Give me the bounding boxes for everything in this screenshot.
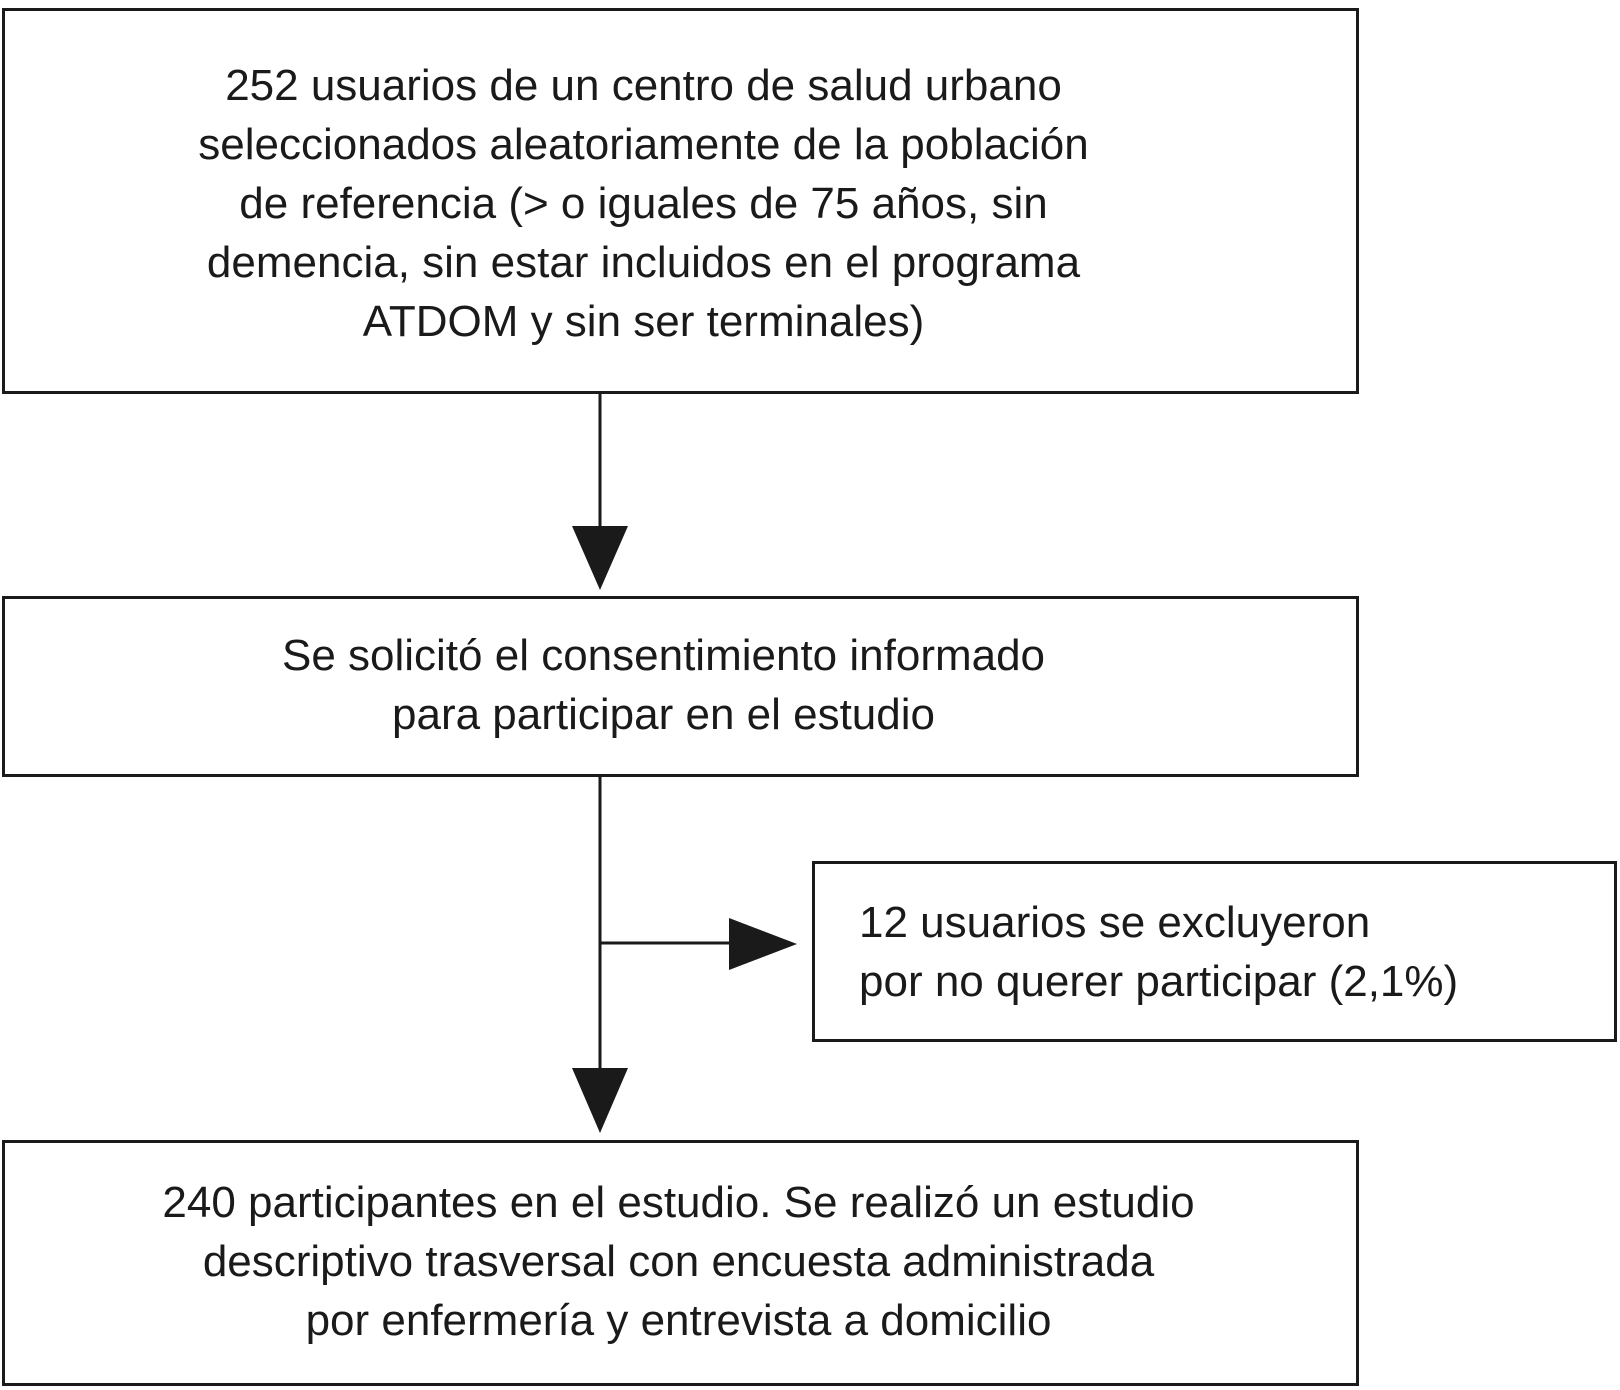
consent-box [2,596,1359,777]
population-box-text: 252 usuarios de un centro de salud urbano seleccionados aleatoriamente de la población de referencia (> o iguales de 75 años, sin demencia, sin estar incluidos en el programa ATDOM y sin ser terminales) [198,60,1089,346]
excluded-box-text: 12 usuarios se excluyeron por no querer participar (2,1%) [859,897,1459,1006]
arrowhead-to-excluded [729,918,797,970]
arrowhead-to-participants [572,1068,628,1133]
population-box [2,8,1359,394]
excluded-box [812,861,1617,1042]
arrowhead-to-consent [572,526,628,590]
participants-box [2,1140,1359,1386]
participants-box-text: 240 participantes en el estudio. Se realizó un estudio descriptivo trasversal con encuesta administrada por enfermería y entrevista a domicilio [162,1177,1195,1345]
consent-box-text: Se solicitó el consentimiento informado para participar en el estudio [281,630,1046,739]
